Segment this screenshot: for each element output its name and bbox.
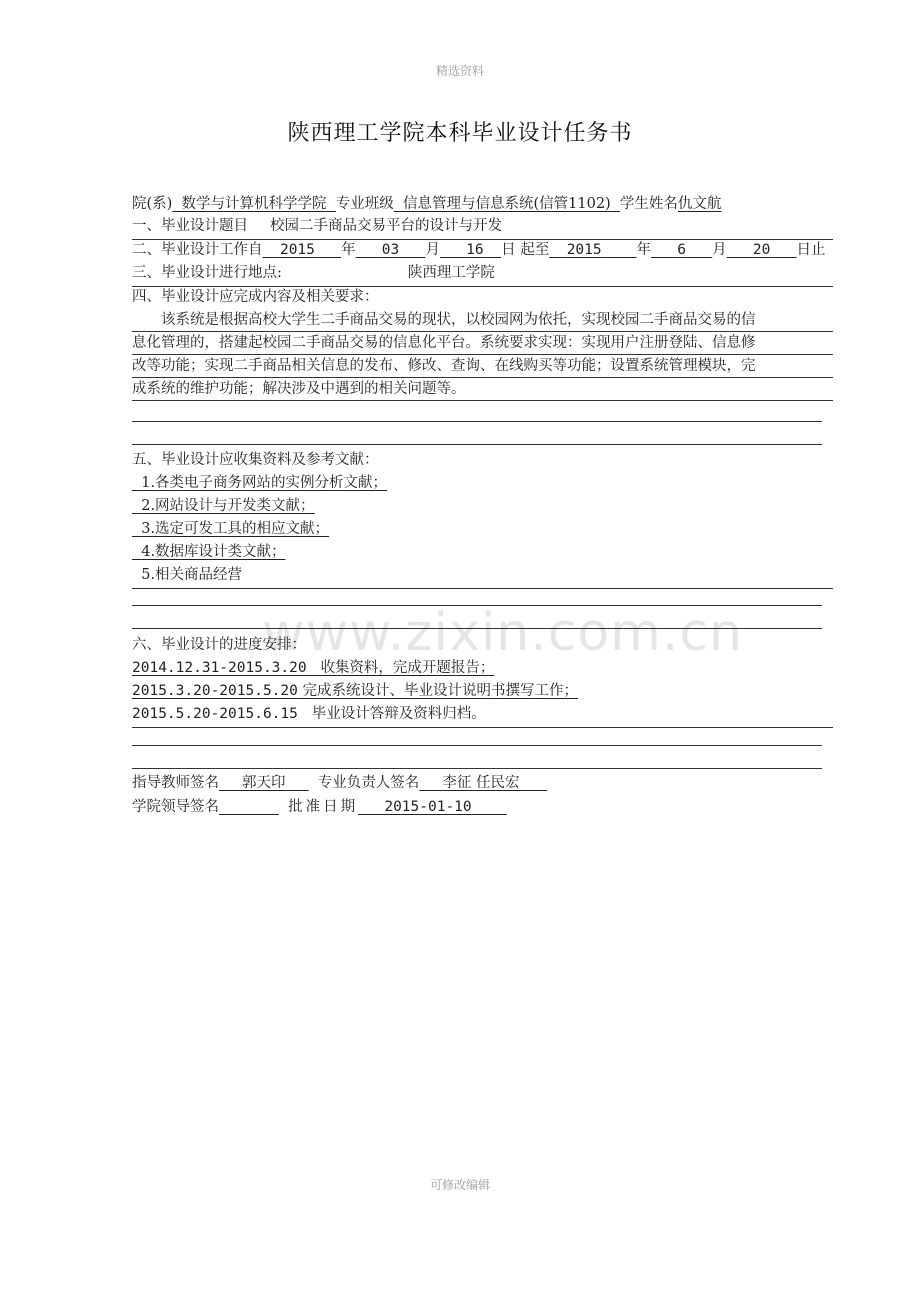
footer-note: 可修改编辑	[429, 1178, 490, 1192]
leader-label: 学院领导签名	[132, 799, 219, 815]
location-label: 三、毕业设计进行地点:	[132, 265, 282, 281]
start-year: 2015	[279, 242, 315, 258]
signature-line-1	[132, 773, 833, 796]
schedule-item: 2015.5.20-2015.6.15 毕业设计答辩及资料归档。	[132, 704, 833, 728]
header-note: 精选资料	[435, 64, 484, 78]
blank-rule	[132, 768, 822, 769]
blank-rule	[132, 605, 822, 606]
major-head-value: 李征 任民宏	[442, 775, 520, 791]
advisor-value: 郭天印	[242, 775, 286, 791]
name-value: 仇文航	[677, 196, 722, 212]
start-day: 16	[466, 242, 484, 258]
requirements-label: 四、毕业设计应完成内容及相关要求：	[132, 289, 379, 305]
student-info-line	[132, 194, 833, 217]
blank-rule	[132, 745, 822, 746]
topic-value: 校园二手商品交易平台的设计与开发	[270, 218, 502, 234]
dept-label: 院(系)	[132, 196, 173, 212]
watermark: www.zixin.com.cn	[262, 603, 743, 663]
end-label: 日止	[796, 242, 826, 258]
period-line	[132, 240, 833, 263]
name-label: 学生姓名	[619, 196, 678, 212]
blank-rule	[132, 628, 822, 629]
references-label: 五、毕业设计应收集资料及参考文献：	[132, 452, 379, 468]
blank-rule	[132, 444, 822, 445]
reference-item: 2.网站设计与开发类文献；	[141, 498, 315, 514]
approval-date: 2015-01-10	[384, 799, 472, 815]
topic-label: 一、毕业设计题目	[132, 218, 248, 234]
requirements-text	[132, 309, 833, 401]
reference-item: 3.选定可发工具的相应文献；	[141, 521, 330, 537]
approval-label: 批准日期	[288, 799, 359, 815]
major-head-label: 专业负责人签名	[317, 775, 420, 791]
end-year: 2015	[566, 242, 602, 258]
topic-line	[132, 216, 833, 240]
advisor-label: 指导教师签名	[132, 775, 219, 791]
year-char-2: 年	[636, 242, 652, 258]
day-char: 日	[501, 242, 516, 258]
reference-item: 4.数据库设计类文献；	[141, 544, 286, 560]
leader-value	[219, 799, 279, 815]
class-value: 信息管理与信息系统(信管1102)	[402, 196, 611, 212]
schedule-item: 2014.12.31-2015.3.20 收集资料，完成开题报告；	[132, 660, 495, 676]
end-day: 20	[752, 242, 771, 258]
period-label: 二、毕业设计工作自	[132, 242, 263, 258]
dept-value: 数学与计算机科学学院	[181, 196, 327, 212]
requirements-row: 改等功能；实现二手商品相关信息的发布、修改、查询、在线购买等功能；设置系统管理模块，完	[132, 355, 833, 378]
location-line	[132, 263, 833, 287]
start-month: 03	[381, 242, 400, 258]
location-value: 陕西理工学院	[407, 265, 495, 281]
requirements-row: 该系统是根据高校大学生二手商品交易的现状，以校园网为依托，实现校园二手商品交易的信	[132, 309, 833, 332]
requirements-row: 息化管理的，搭建起校园二手商品交易的信息化平台。系统要求实现：实现用户注册登陆、信息修	[132, 332, 833, 355]
document-title: 陕西理工学院本科毕业设计任务书	[287, 121, 633, 146]
schedule-item: 2015.3.20-2015.5.20 完成系统设计、毕业设计说明书撰写工作；	[132, 683, 578, 699]
month-char: 月	[425, 242, 440, 258]
reference-item: 1.各类电子商务网站的实例分析文献；	[141, 475, 388, 491]
schedule-label: 六、毕业设计的进度安排：	[132, 637, 306, 653]
signature-line-2	[132, 797, 833, 820]
month-char-2: 月	[712, 242, 727, 258]
reference-item: 5.相关商品经营	[132, 565, 833, 589]
requirements-row: 成系统的维护功能；解决涉及中遇到的相关问题等。	[132, 378, 833, 401]
to-label: 起至	[520, 242, 550, 258]
blank-rule	[132, 421, 822, 422]
year-char: 年	[341, 242, 356, 258]
class-label: 专业班级	[335, 196, 394, 212]
end-month: 6	[677, 242, 686, 258]
